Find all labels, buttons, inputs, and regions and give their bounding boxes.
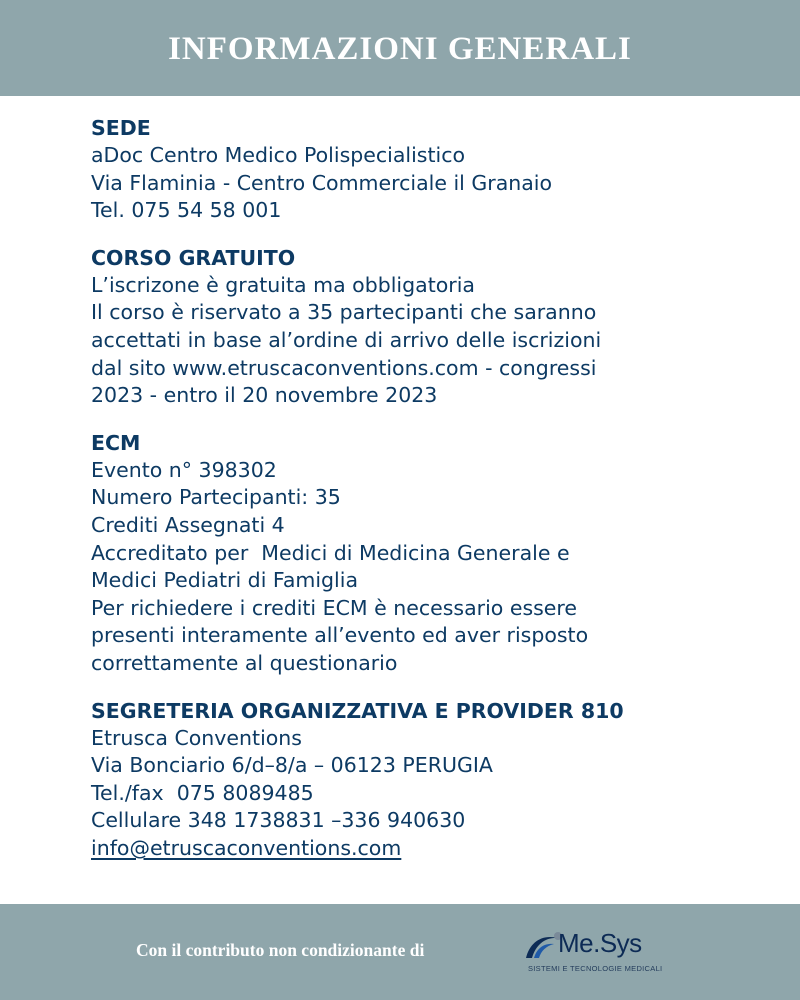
mesys-logo	[520, 922, 670, 978]
section-ecm	[91, 429, 781, 678]
ecm-line: Crediti Assegnati 4	[91, 512, 285, 537]
corso-line: accettati in base al’ordine di arrivo delle iscrizioni	[91, 327, 602, 352]
email-link[interactable]: info@etruscaconventions.com	[91, 835, 402, 860]
section-segreteria	[91, 697, 781, 863]
segreteria-line: Cellulare 348 1738831 –336 940630	[91, 808, 466, 833]
sponsor-text: Con il contributo non condizionante di	[136, 940, 425, 960]
segreteria-line: Tel./fax 075 8089485	[91, 780, 314, 805]
logo-tagline: SISTEMI E TECNOLOGIE MEDICALI	[528, 964, 663, 973]
sede-line: Tel. 075 54 58 001	[91, 198, 282, 223]
section-corso-gratuito	[91, 244, 781, 410]
corso-line: dal sito www.etruscaconventions.com - congressi	[91, 355, 597, 380]
sede-line: aDoc Centro Medico Polispecialistico	[91, 143, 466, 167]
section-title-ecm: ECM	[91, 430, 141, 455]
ecm-line: correttamente al questionario	[91, 650, 398, 675]
section-title-sede: SEDE	[91, 116, 151, 140]
logo-wordmark: Me.Sys	[558, 928, 642, 958]
corso-line: L’iscrizone è gratuita ma obbligatoria	[91, 272, 475, 297]
info-content	[91, 114, 781, 862]
ecm-line: Accreditato per Medici di Medicina Generale e	[91, 540, 570, 565]
segreteria-line: Via Bonciario 6/d–8/a – 06123 PERUGIA	[91, 753, 493, 778]
segreteria-line: Etrusca Conventions	[91, 725, 302, 750]
corso-line: Il corso è riservato a 35 partecipanti che saranno	[91, 300, 597, 325]
corso-line: 2023 - entro il 20 novembre 2023	[91, 383, 438, 408]
ecm-line: Medici Pediatri di Famiglia	[91, 568, 359, 593]
ecm-line: Evento n° 398302	[91, 457, 277, 482]
sede-line: Via Flaminia - Centro Commerciale il Granaio	[91, 170, 553, 195]
ecm-line: Numero Partecipanti: 35	[91, 485, 341, 510]
ecm-line: presenti interamente all’evento ed aver risposto	[91, 623, 589, 648]
page-title: INFORMAZIONI GENERALI	[168, 30, 632, 67]
section-title-segreteria: SEGRETERIA ORGANIZZATIVA E PROVIDER 810	[91, 698, 624, 723]
ecm-line: Per richiedere i crediti ECM è necessario essere	[91, 595, 578, 620]
section-title-corso: CORSO GRATUITO	[91, 245, 296, 270]
header-band	[0, 0, 800, 96]
section-sede	[91, 114, 781, 225]
